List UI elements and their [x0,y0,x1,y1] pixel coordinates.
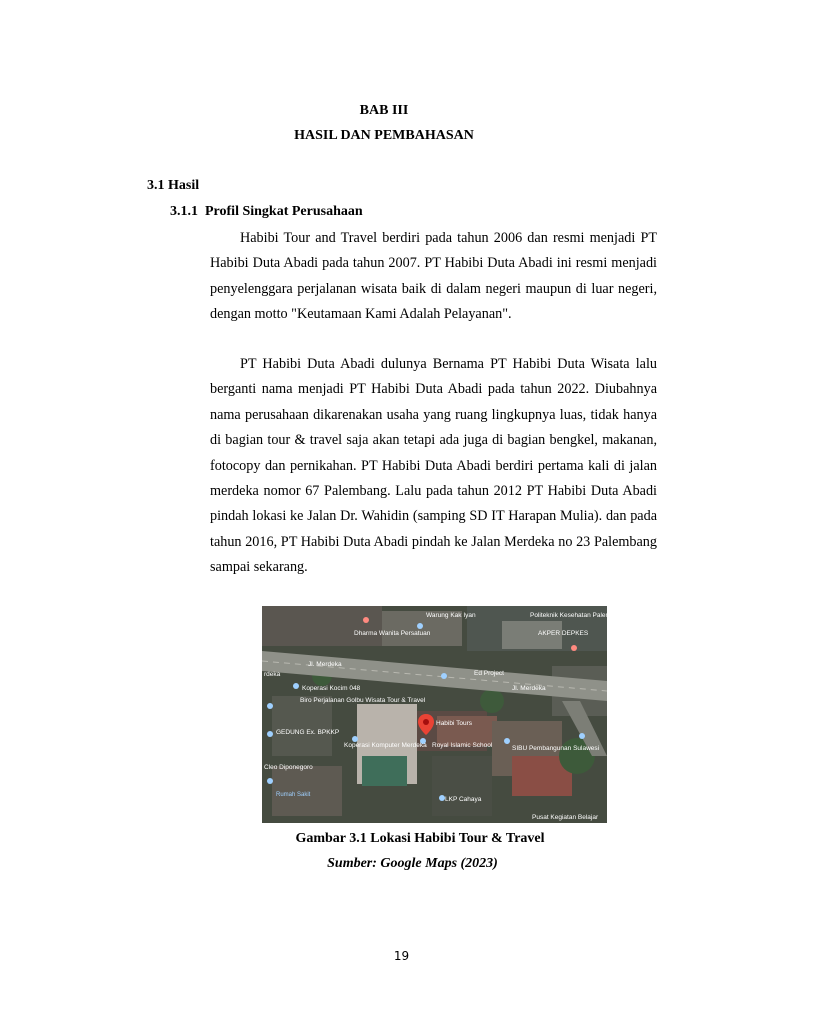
map-label-lkp: LKP Cahaya [445,796,482,803]
paragraph-1: Habibi Tour and Travel berdiri pada tahun 2006 dan resmi menjadi PT Habibi Duta Abadi pada tahun 2007. PT Habibi Duta Abadi ini resmi menjadi penyelenggara perjalanan wisata baik di dalam negeri maupun di luar negeri, dengan motto "Keutamaan Kami Adalah Pelayanan". [210,230,657,323]
chapter-title: HASIL DAN PEMBAHASAN [294,128,474,143]
paragraph-2: PT Habibi Duta Abadi dulunya Bernama PT Habibi Duta Wisata lalu berganti nama menjadi PT Habibi Duta Abadi pada tahun 2022. Diubahnya nama perusahaan dikarenakan usaha yang ruang lingkupnya luas, tidak hanya di bagian tour & travel saja akan tetapi ada juga di bagian bengkel, makanan, fotocopy dan pernikahan. PT Habibi Duta Abadi berdiri pertama kali di jalan merdeka nomor 67 Palembang. Lalu pada tahun 2012 PT Habibi Duta Abadi pindah lokasi ke Jalan Dr. Wahidin (samping SD IT Harapan Mulia). dan pada tahun 2016, PT Habibi Duta Abadi pindah ke Jalan Merdeka no 23 Palembang sampai sekarang. [210,356,657,576]
map-satellite-graphic [262,606,651,823]
map-label-road-left: Jl. Merdeka [308,661,342,668]
map-label-ed-project: Ed Project [474,670,504,677]
map-label-royal: Royal Islamic School [432,742,493,749]
map-label-koperasi-komputer: Koperasi Komputer Merdeka [344,742,427,749]
map-label-dharma: Dharma Wanita Persatuan [354,630,431,637]
chapter-number: BAB III [359,103,409,118]
map-label-koperasi: Koperasi Kocim 048 [302,685,361,692]
map-label-rumah-sakit: Rumah Sakit [276,792,311,798]
map-label-warung: Warung Kak Iyan [426,612,476,619]
map-label-pusat: Pusat Kegiatan Belajar [532,814,599,821]
map-label-edge-left: rdeka [264,671,281,678]
map-label-habibi: Habibi Tours [436,720,473,727]
map-label-biro: Biro Perjalanan Golbu Wisata Tour & Travel [300,697,426,704]
subsection-heading: 3.1.1 Profil Singkat Perusahaan [170,204,363,219]
map-label-cleo: Cleo Diponegoro [264,764,313,771]
map-image [262,606,651,823]
page-number: 19 [393,949,410,963]
map-label-sibu: SIBU Pembangunan Sulawesi [512,745,600,752]
map-label-akper: AKPER DEPKES [538,630,589,637]
map-label-bpkkp: GEDUNG Ex. BPKKP [276,729,340,736]
figure-source: Sumber: Google Maps (2023) [327,856,498,871]
map-label-road-right: Jl. Merdeka [512,685,546,692]
figure-caption: Gambar 3.1 Lokasi Habibi Tour & Travel [295,831,545,846]
section-heading: 3.1 Hasil [147,178,200,193]
map-label-poltek: Politeknik Kesehatan Palembang Jurusan [530,612,651,619]
